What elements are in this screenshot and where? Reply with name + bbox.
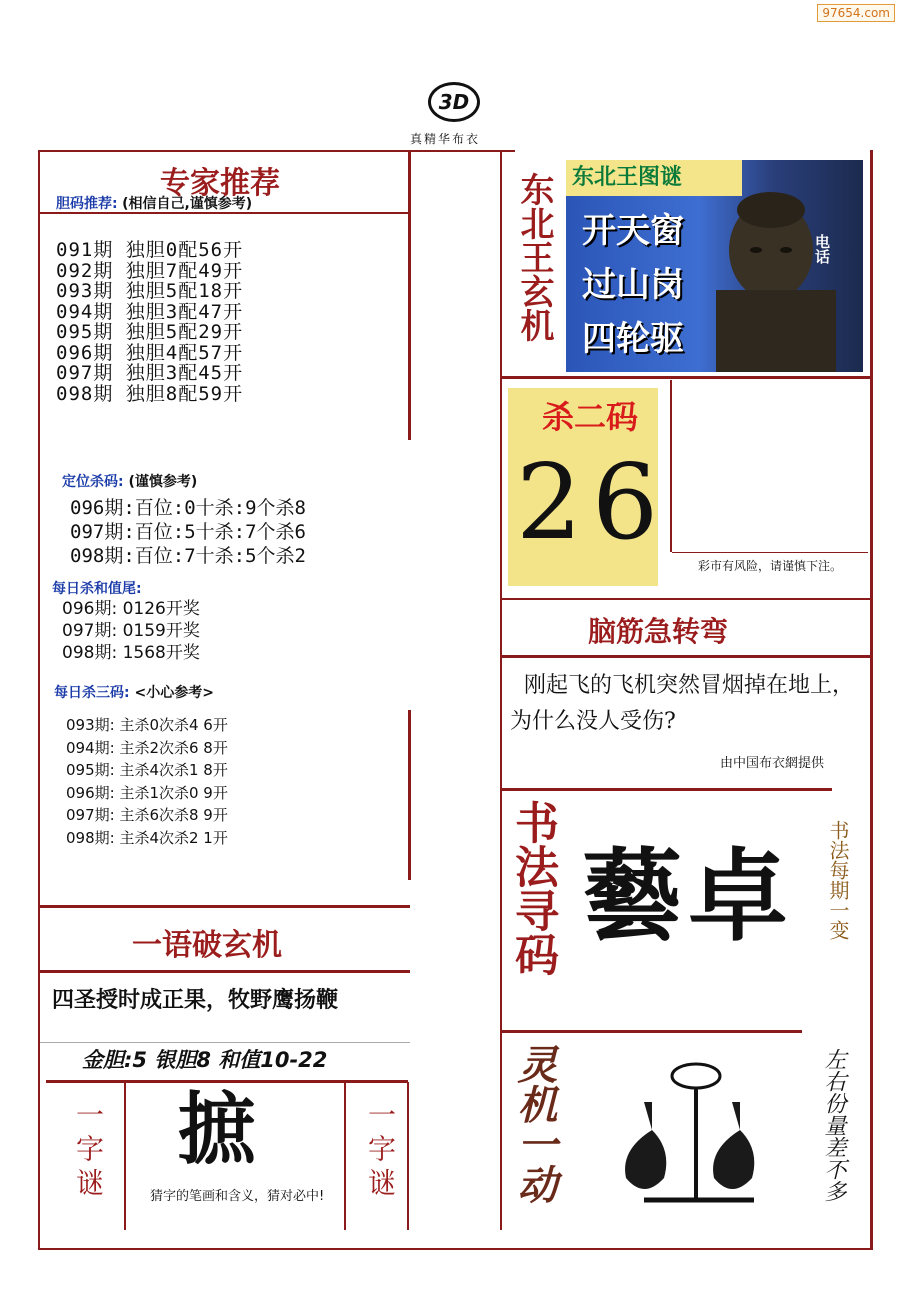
three-note: <小心参考> xyxy=(134,685,214,701)
dongbei-lines xyxy=(582,204,684,366)
pos-row: 097期:百位:5十杀:7个杀6 xyxy=(70,521,306,543)
dongbei-bottom-line xyxy=(502,376,872,379)
dongbei-line: 开天窗 xyxy=(582,211,684,251)
yizi-hint: 猜字的笔画和含义，猜对必中! xyxy=(150,1189,325,1204)
dongbei-image xyxy=(566,160,863,372)
dan-list xyxy=(56,240,243,404)
yizi-outer-right xyxy=(407,1082,409,1230)
sha-box xyxy=(508,388,658,586)
bottom-border xyxy=(38,1248,873,1250)
left-inner-border xyxy=(408,150,411,440)
yizi-char: 摭 xyxy=(178,1084,257,1175)
dongbei-side-label: 东北王玄机 xyxy=(514,172,554,342)
three-row: 094期: 主杀2次杀6 8开 xyxy=(66,738,228,757)
brand-caption: 真精华布衣 xyxy=(410,132,481,146)
dan-row: 093期 独胆5配18开 xyxy=(56,280,244,302)
brand-logo: 3D xyxy=(428,82,480,122)
yiyu-text: 四圣授时成正果，牧野鹰扬鞭 xyxy=(52,987,339,1013)
three-row: 097期: 主杀6次杀8 9开 xyxy=(66,806,228,824)
yiyu-top-line xyxy=(40,905,410,908)
right-border xyxy=(870,150,873,1250)
daily-label: 每日杀和值尾: xyxy=(52,581,142,597)
buddha-illustration xyxy=(686,190,863,372)
pos-note: (谨慎参考) xyxy=(128,474,198,490)
yizi-left-label: 一字谜 xyxy=(72,1100,105,1202)
shufa-calligraphy: 藝卓 xyxy=(582,837,794,955)
sha-bottom-line xyxy=(502,598,872,600)
shufa-bottom-line xyxy=(502,1030,802,1033)
daily-list xyxy=(62,598,200,664)
naojin-title-line xyxy=(502,655,872,658)
yiyu-mid-line xyxy=(40,970,410,973)
dongbei-line: 四轮驱 xyxy=(582,319,684,359)
dan-note: (相信自己,谨慎参考) xyxy=(122,196,253,212)
daily-row: 097期: 0159开奖 xyxy=(62,621,200,641)
dongbei-phone: 电话 xyxy=(813,234,831,264)
jindan-text: 金胆:5 银胆8 和值10-22 xyxy=(82,1048,328,1072)
pos-label: 定位杀码: xyxy=(62,474,124,490)
dan-row: 098期 独胆8配59开 xyxy=(56,382,244,405)
dongbei-banner: 东北王图谜 xyxy=(566,160,742,196)
yizi-right-divider xyxy=(344,1082,346,1230)
naojin-source: 由中国布衣網提供 xyxy=(720,756,825,771)
dan-row: 096期 独胆4配57开 xyxy=(56,341,244,364)
sha-digit-1: 2 xyxy=(516,441,583,563)
daily-row: 096期: 0126开奖 xyxy=(62,599,200,619)
three-label: 每日杀三码: xyxy=(54,685,130,701)
yizi-left-divider xyxy=(124,1082,126,1230)
top-border xyxy=(40,150,515,152)
yiyu-title: 一语破玄机 xyxy=(132,928,282,963)
sha-digit-2: 6 xyxy=(592,441,659,563)
dan-row: 095期 独胆5配29开 xyxy=(56,321,244,343)
left-inner-border-2 xyxy=(408,710,411,880)
dongbei-line: 过山岗 xyxy=(582,265,684,305)
three-list xyxy=(66,714,228,849)
sha-risk: 彩市有风险，请谨慎下注。 xyxy=(698,559,843,573)
three-row: 098期: 主杀4次杀2 1开 xyxy=(66,828,228,847)
left-border xyxy=(38,150,40,1250)
pos-header xyxy=(62,471,197,491)
shufa-right-label: 书法每期一变 xyxy=(826,820,850,940)
yizi-right-label: 一字谜 xyxy=(364,1100,397,1202)
sha-divider xyxy=(670,380,672,552)
linji-side-label: 灵机一动 xyxy=(511,1044,558,1204)
naojin-title: 脑筋急转弯 xyxy=(588,615,729,648)
center-divider xyxy=(500,150,502,1230)
dan-header xyxy=(56,193,252,213)
daily-row: 098期: 1568开奖 xyxy=(62,643,200,663)
dan-row: 092期 独胆7配49开 xyxy=(56,259,244,282)
scale-bottles-illustration xyxy=(604,1060,784,1210)
jindan-bottom-line xyxy=(46,1080,408,1083)
three-header xyxy=(54,682,214,702)
three-row: 096期: 主杀1次杀0 9开 xyxy=(66,783,228,802)
three-row: 093期: 主杀0次杀4 6开 xyxy=(66,716,228,734)
three-row: 095期: 主杀4次杀1 8开 xyxy=(66,761,228,779)
pos-row: 098期:百位:7十杀:5个杀2 xyxy=(70,545,306,567)
shufa-side-label: 书法寻码 xyxy=(507,800,558,976)
dan-label: 胆码推荐: xyxy=(56,196,118,212)
expert-title: 专家推荐 xyxy=(160,166,280,201)
sha-risk-line xyxy=(672,552,868,553)
sha-title: 杀二码 xyxy=(542,398,639,436)
site-watermark: 97654.com xyxy=(817,4,895,22)
dan-row: 091期 独胆0配56开 xyxy=(56,239,244,261)
naojin-question: 刚起飞的飞机突然冒烟掉在地上，为什么没人受伤? xyxy=(510,673,855,734)
linji-right-label: 左右份量差不多 xyxy=(821,1048,846,1202)
naojin-bottom-line xyxy=(502,788,832,791)
expert-title-underline xyxy=(40,212,410,214)
jindan-top-line xyxy=(40,1042,410,1043)
pos-list xyxy=(70,496,306,568)
dan-row: 094期 独胆3配47开 xyxy=(56,300,244,323)
dan-row: 097期 独胆3配45开 xyxy=(56,362,244,384)
pos-row: 096期:百位:0十杀:9个杀8 xyxy=(70,497,306,519)
